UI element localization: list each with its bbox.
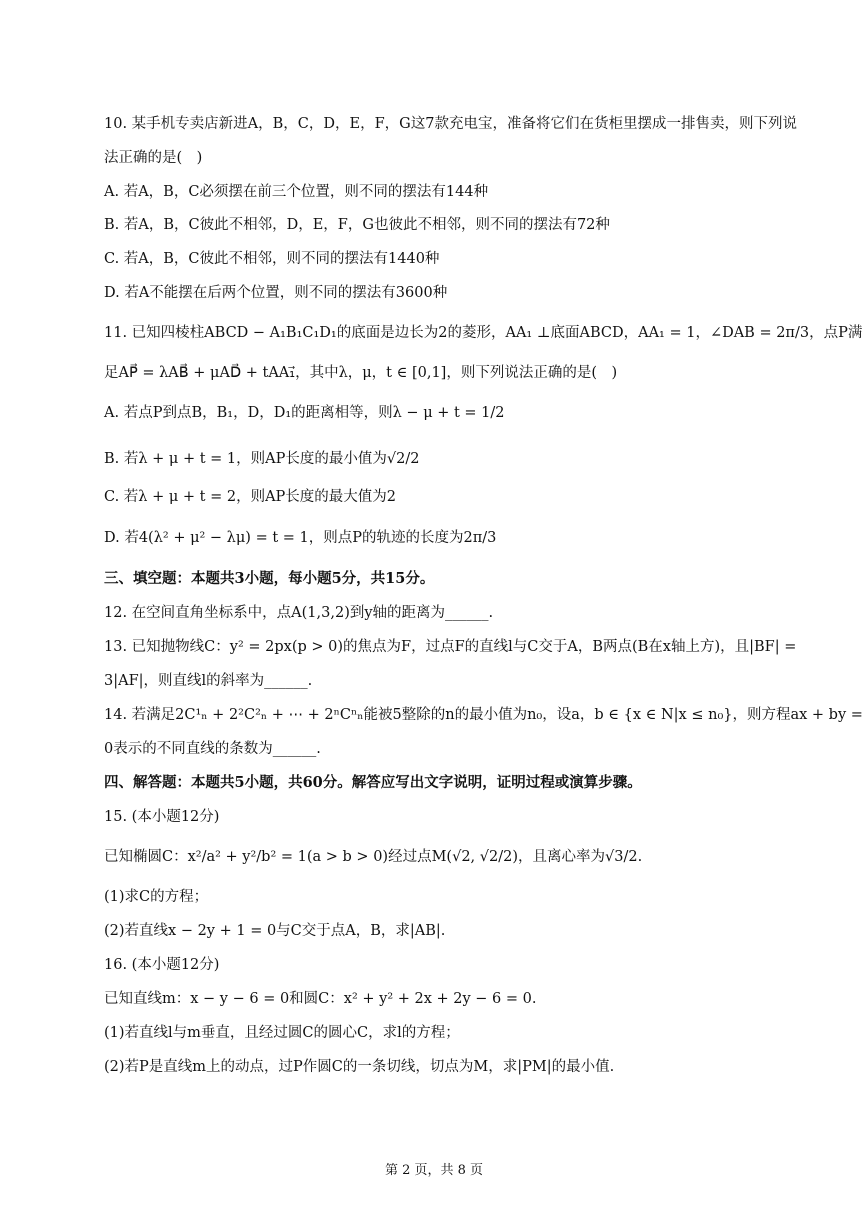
q11-option-c: C. 若λ + μ + t = 2，则AP长度的最大值为2 xyxy=(104,489,397,505)
q15-stem: 已知椭圆C：x²/a² + y²/b² = 1(a > b > 0)经过点M(√2, √2/2)，且离心率为√3/2. xyxy=(104,849,643,865)
q16-part1: (1)若直线l与m垂直，且经过圆C的圆心C，求l的方程； xyxy=(104,1025,460,1041)
q13-stem-line1: 13. 已知抛物线C：y² = 2px(p > 0)的焦点为F，过点F的直线l与C交于A，B两点(B在x轴上方)，且|BF| = xyxy=(104,639,797,655)
page-footer: 第 2 页，共 8 页 xyxy=(384,1163,484,1178)
q12-stem: 12. 在空间直角坐标系中，点A(1,3,2)到y轴的距离为______. xyxy=(104,605,494,621)
q16-header: 16. (本小题12分) xyxy=(104,957,220,973)
q14-stem-line2: 0表示的不同直线的条数为______. xyxy=(104,741,321,757)
q16-stem: 已知直线m：x − y − 6 = 0和圆C：x² + y² + 2x + 2y − 6 = 0. xyxy=(104,991,537,1007)
q15-part1: (1)求C的方程； xyxy=(104,889,209,905)
q14-stem-line1: 14. 若满足2C¹ₙ + 2²C²ₙ + ⋯ + 2ⁿCⁿₙ能被5整除的n的最小值为n₀，设a，b ∈ {x ∈ N|x ≤ n₀}，则方程ax + by = xyxy=(104,707,863,723)
q10-option-d: D. 若A不能摆在后两个位置，则不同的摆法有3600种 xyxy=(104,285,448,301)
q10-option-b: B. 若A，B，C彼此不相邻，D，E，F，G也彼此不相邻，则不同的摆法有72种 xyxy=(104,217,610,233)
section-3-heading: 三、填空题：本题共3小题，每小题5分，共15分。 xyxy=(104,570,435,587)
q11-option-b: B. 若λ + μ + t = 1，则AP长度的最小值为√2/2 xyxy=(104,451,420,467)
q11-stem-line1: 11. 已知四棱柱ABCD − A₁B₁C₁D₁的底面是边长为2的菱形，AA₁ ⊥底面ABCD，AA₁ = 1，∠DAB = 2π/3，点P满 xyxy=(104,325,863,341)
q16-part2: (2)若P是直线m上的动点，过P作圆C的一条切线，切点为M，求|PM|的最小值. xyxy=(104,1059,615,1075)
q10-option-c: C. 若A，B，C彼此不相邻，则不同的摆法有1440种 xyxy=(104,251,440,267)
q11-option-a: A. 若点P到点B，B₁，D，D₁的距离相等，则λ − μ + t = 1/2 xyxy=(104,405,505,421)
q11-option-d: D. 若4(λ² + μ² − λμ) = t = 1，则点P的轨迹的长度为2π/3 xyxy=(104,530,497,546)
q10-option-a: A. 若A，B，C必须摆在前三个位置，则不同的摆法有144种 xyxy=(104,184,489,200)
q10-stem-line1: 10. 某手机专卖店新进A，B，C，D，E，F，G这7款充电宝，准备将它们在货柜里摆成一排售卖，则下列说 xyxy=(104,116,797,132)
q15-part2: (2)若直线x − 2y + 1 = 0与C交于点A，B，求|AB|. xyxy=(104,923,446,939)
q15-header: 15. (本小题12分) xyxy=(104,809,220,825)
q13-stem-line2: 3|AF|，则直线l的斜率为______. xyxy=(104,673,313,689)
section-4-heading: 四、解答题：本题共5小题，共60分。解答应写出文字说明，证明过程或演算步骤。 xyxy=(104,774,642,791)
q10-stem-line2: 法正确的是( ) xyxy=(104,150,203,166)
q11-stem-line2: 足AP⃗ = λAB⃗ + μAD⃗ + tAA₁⃗，其中λ，μ，t ∈ [0,1]，则下列说法正确的是( ) xyxy=(104,365,618,381)
